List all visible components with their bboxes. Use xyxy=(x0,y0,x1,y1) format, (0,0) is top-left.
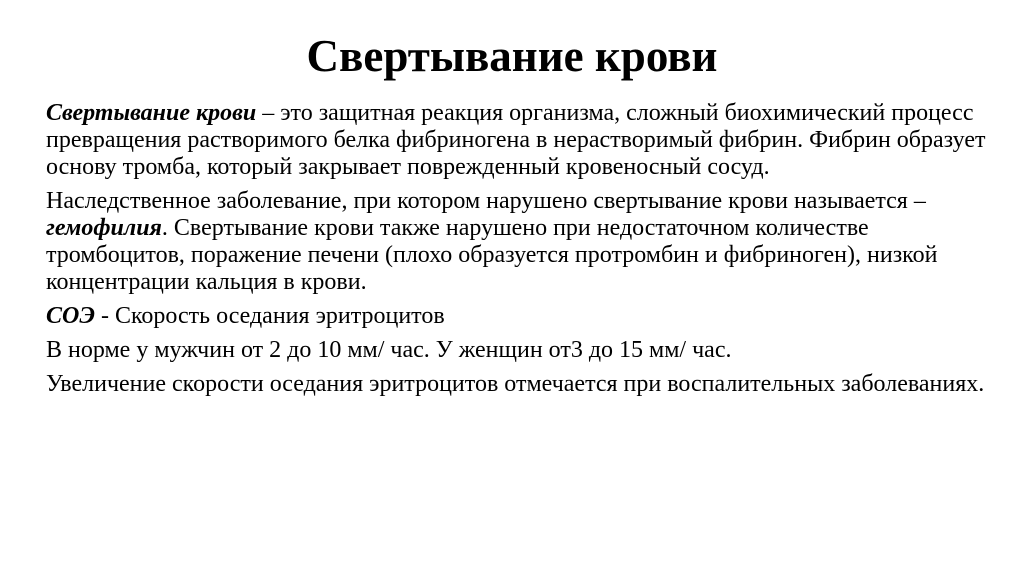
term-hemophilia: гемофилия xyxy=(46,215,162,241)
hemophilia-text-after: . Свертывание крови также нарушено при недостаточном количестве тромбоцитов, поражение печени (плохо образуется протромбин и фибриноген), низкой концентрации кальция в крови. xyxy=(46,215,938,295)
term-esr: СОЭ xyxy=(46,303,95,329)
slide-title: Свертывание крови xyxy=(306,31,718,81)
slide-body xyxy=(46,100,986,405)
paragraph-definition xyxy=(46,100,986,181)
definition-text: – это защитная реакция организма, сложный биохимический процесс превращения растворимого белка фибриногена в нерастворимый фибрин. Фибрин образует основу тромба, который закрывает поврежденный кровеносный сосуд. xyxy=(46,100,986,180)
hemophilia-text-before: Наследственное заболевание, при котором нарушено свертывание крови называется – xyxy=(46,188,926,214)
paragraph-hemophilia xyxy=(46,188,986,296)
esr-text: - Скорость оседания эритроцитов xyxy=(94,303,445,329)
paragraph-norms: В норме у мужчин от 2 до 10 мм/ час. У женщин от3 до 15 мм/ час. xyxy=(46,337,732,363)
paragraph-esr xyxy=(46,303,986,330)
paragraph-inflammation: Увеличение скорости оседания эритроцитов отмечается при воспалительных заболеваниях. xyxy=(46,371,985,397)
term-blood-clotting: Свертывание крови xyxy=(46,100,257,126)
